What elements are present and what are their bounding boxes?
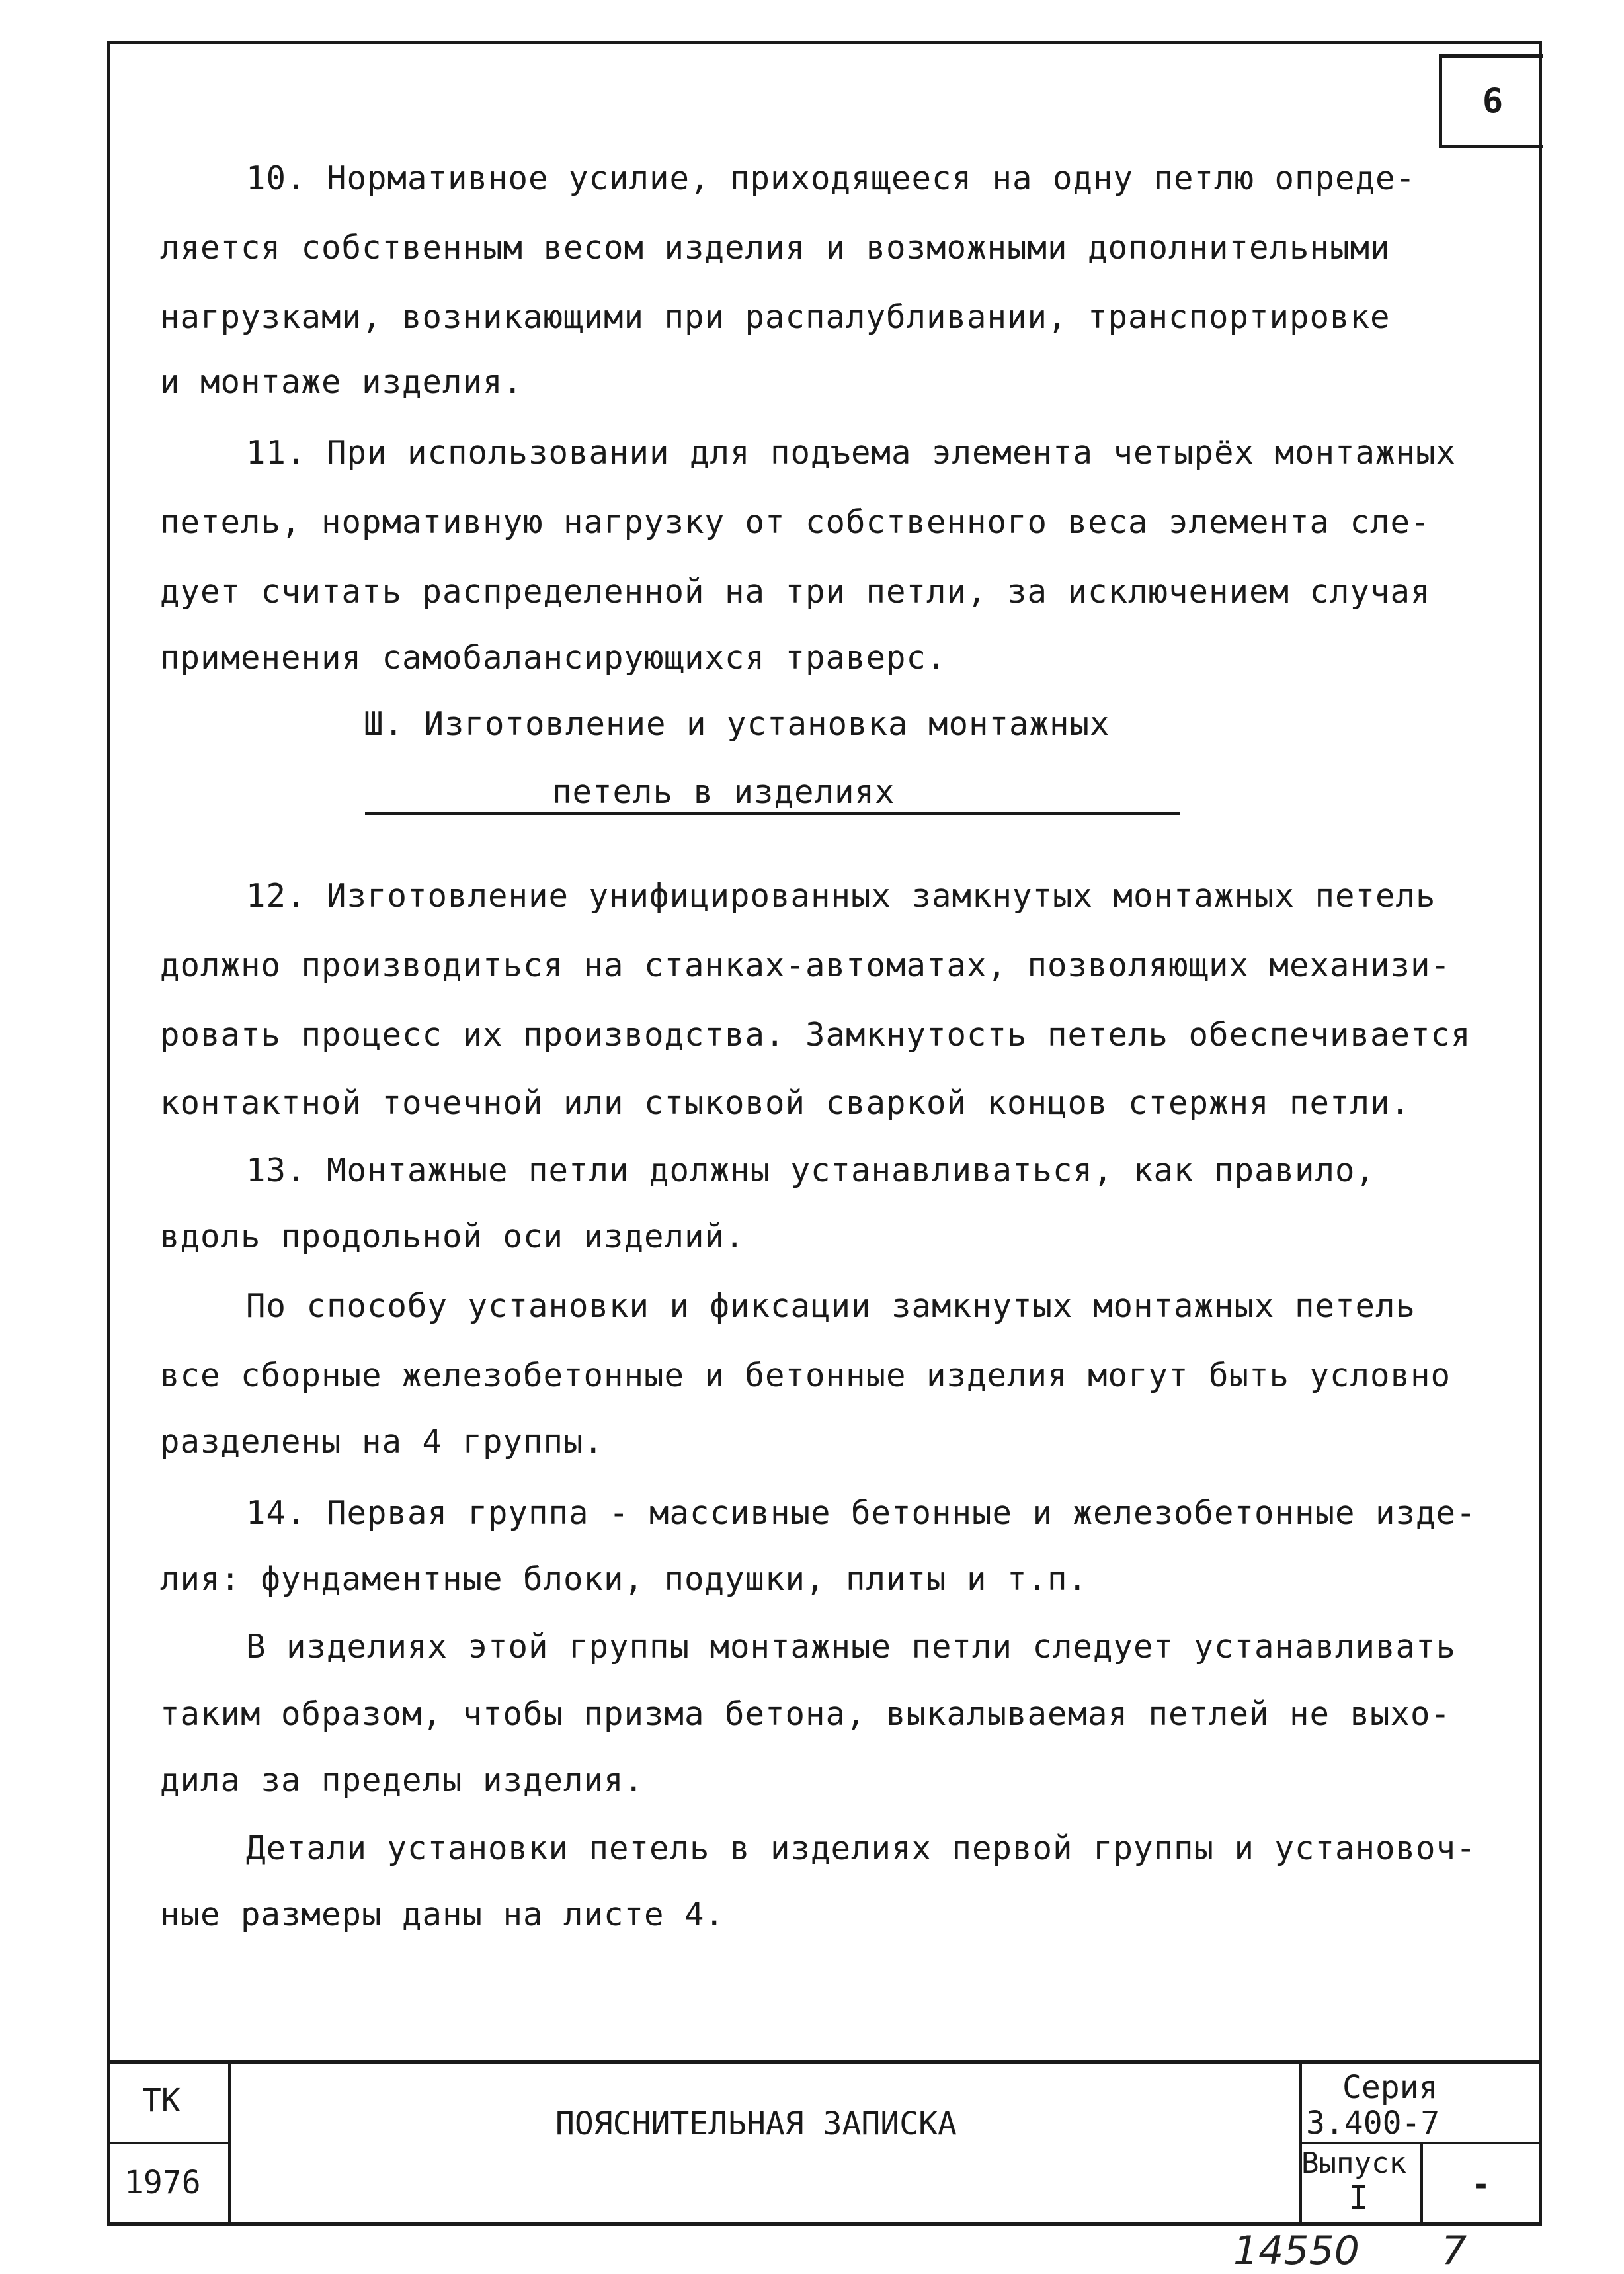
text-line: 10. Нормативное усилие, приходящееся на одну петлю опреде- bbox=[246, 159, 1416, 197]
document-title: ПОЯСНИТЕЛЬНАЯ ЗАПИСКА bbox=[555, 2105, 957, 2142]
text-line: все сборные железобетонные и бетонные изделия могут быть условно bbox=[160, 1357, 1451, 1394]
text-line: должно производиться на станках-автоматах, позволяющих механизи- bbox=[160, 947, 1451, 984]
title-block-divider bbox=[1299, 2142, 1542, 2144]
text-line: контактной точечной или стыковой сваркой концов стержня петли. bbox=[160, 1084, 1411, 1122]
handwritten-sheet-number: 7 bbox=[1441, 2228, 1467, 2274]
sheet-mark: - bbox=[1471, 2166, 1490, 2203]
text-line: дила за пределы изделия. bbox=[160, 1761, 645, 1799]
text-line: 11. При использовании для подъема элемента четырёх монтажных bbox=[246, 434, 1457, 472]
org-code: ТК bbox=[142, 2082, 181, 2119]
text-line: таким образом, чтобы призма бетона, выкалываемая петлей не выхо- bbox=[160, 1695, 1451, 1733]
section-heading-line1: Ш. Изготовление и установка монтажных bbox=[364, 705, 1110, 743]
text-line: нагрузками, возникающими при распалубливании, транспортировке bbox=[160, 298, 1391, 336]
text-line: В изделиях этой группы монтажные петли следует устанавливать bbox=[246, 1628, 1457, 1665]
text-line: вдоль продольной оси изделий. bbox=[160, 1218, 745, 1255]
page-number: 6 bbox=[1439, 54, 1543, 148]
text-line: По способу установки и фиксации замкнутых монтажных петель bbox=[246, 1287, 1416, 1325]
text-line: ляется собственным весом изделия и возможными дополнительными bbox=[160, 229, 1391, 267]
text-line: разделены на 4 группы. bbox=[160, 1423, 604, 1460]
text-line: ные размеры даны на листе 4. bbox=[160, 1896, 725, 1933]
text-line: и монтаже изделия. bbox=[160, 363, 524, 401]
title-block-divider bbox=[107, 2142, 228, 2144]
title-block-divider bbox=[1420, 2142, 1423, 2226]
text-line: 13. Монтажные петли должны устанавливаться, как правило, bbox=[246, 1152, 1376, 1189]
series-value: 3.400-7 bbox=[1306, 2105, 1440, 2142]
text-line: 14. Первая группа - массивные бетонные и железобетонные изде- bbox=[246, 1494, 1477, 1532]
issue-value: I bbox=[1349, 2179, 1368, 2216]
text-line: применения самобалансирующихся траверс. bbox=[160, 639, 947, 677]
text-line: Детали установки петель в изделиях первой группы и установоч- bbox=[246, 1830, 1477, 1867]
handwritten-inventory-number: 14550 bbox=[1233, 2228, 1360, 2274]
text-line: 12. Изготовление унифицированных замкнутых монтажных петель bbox=[246, 877, 1436, 915]
text-line: дует считать распределенной на три петли, за исключением случая bbox=[160, 573, 1431, 611]
heading-underline bbox=[365, 812, 1180, 815]
year: 1976 bbox=[124, 2164, 201, 2201]
issue-label: Выпуск bbox=[1301, 2146, 1406, 2180]
title-block-divider bbox=[228, 2060, 231, 2226]
text-line: лия: фундаментные блоки, подушки, плиты и т.п. bbox=[160, 1560, 1088, 1598]
text-line: петель, нормативную нагрузку от собственного веса элемента сле- bbox=[160, 503, 1431, 541]
series-label: Серия bbox=[1342, 2069, 1438, 2106]
section-heading-line2: петель в изделиях bbox=[552, 773, 895, 811]
text-line: ровать процесс их производства. Замкнутость петель обеспечивается bbox=[160, 1016, 1471, 1054]
